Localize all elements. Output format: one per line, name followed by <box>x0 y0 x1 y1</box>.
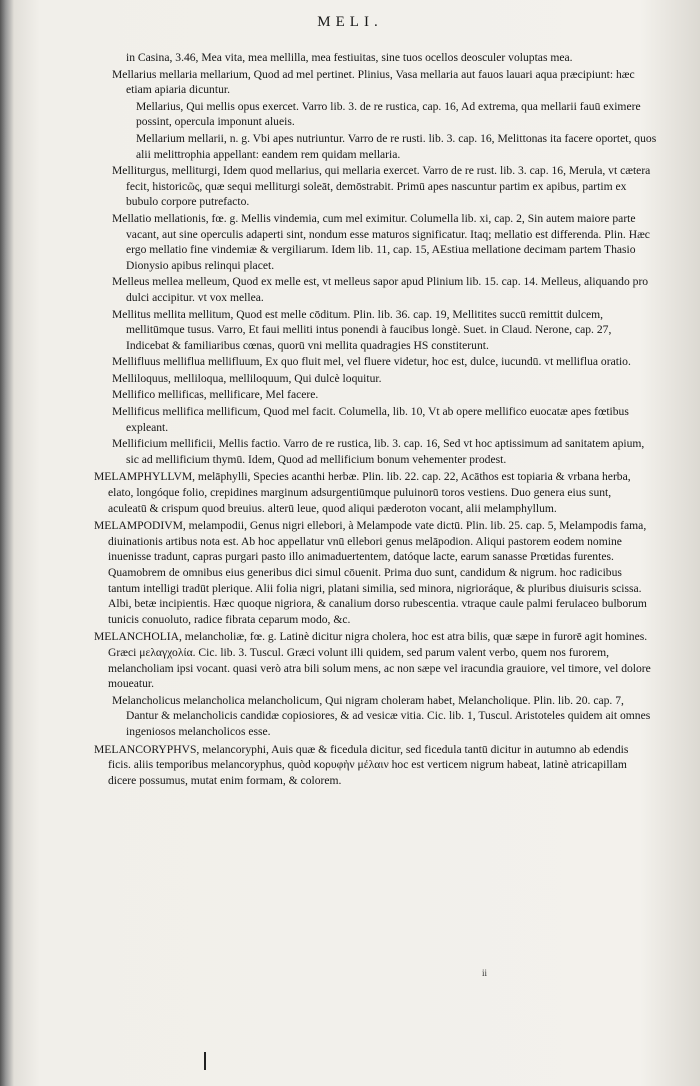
dictionary-entry: MELANCORYPHVS, melancoryphi, Auis quæ & ficedula dicitur, sed ficedula tantū dicitur in autumno ab edendis ficis. aliis temporibus melancoryphus, quòd κορυφὴν μέλαιν hoc est verticem nigrum habeat, latinè atricapillam dicere possumus, mutat enim formam, & colorem. <box>94 742 629 787</box>
dictionary-entry: Mellifico mellificas, mellificare, Mel facere. <box>112 388 319 402</box>
dictionary-entry: Mellifluus melliflua mellifluum, Ex quo fluit mel, vel fluere videtur, hoc est, dulce, iucundū. vt melliflua oratio. <box>112 355 631 369</box>
dictionary-text <box>94 50 657 789</box>
printer-mark <box>204 1052 206 1070</box>
dictionary-entry: Mellarius mellaria mellarium, Quod ad mel pertinet. Plinius, Vasa mellaria aut fauos lauari aqua præcipiunt: hæc etiam apiaria dicuntur. <box>112 67 635 97</box>
dictionary-entry: Mellificus mellifica mellificum, Quod mel facit. Columella, lib. 10, Vt ab opere mellifico euocatæ apes fœtibus expleant. <box>112 405 629 434</box>
dictionary-entry: Melliturgus, melliturgi, Idem quod mellarius, qui mellaria exercet. Varro de re rust. lib. 3. cap. 16, Merula, vt cætera fecit, historicῶς, quæ sequi melliturgi soleāt, demōstrabit. Primū apes nascuntur partim ex apibus, partim ex bubulo corpore putrefacto. <box>112 164 651 209</box>
dictionary-entry: Mellarium mellarii, n. g. Vbi apes nutriuntur. Varro de re rusti. lib. 3. cap. 16, Melittonas ita facere oportet, quos alii melittrophia appellant: eandem rem quidam mellaria. <box>136 131 657 161</box>
dictionary-entry: Mellarius, Qui mellis opus exercet. Varro lib. 3. de re rustica, cap. 16, Ad extrema, qua mellarii fauū eximere possint, opercula imponunt alueis. <box>136 99 641 129</box>
dictionary-entry: Mellitus mellita mellitum, Quod est melle cōditum. Plin. lib. 36. cap. 19, Mellitites succū remittit dulcem, mellitūmque tusus. Varro, Et faui melliti intus ponendi à faucibus longè. Suet. in Claud. Nerone, cap. 27, Indicebat & familiaribus cœnas, quorū vni mellita quadragies HS constiterunt. <box>112 307 612 352</box>
dictionary-entry: MELANCHOLIA, melancholiæ, fœ. g. Latinè dicitur nigra cholera, hoc est atra bilis, quæ sæpe in furorē agit homines. Græci μελαγχολία. Cic. lib. 3. Tuscul. Græci volunt illi quidem, sed parum valent verbo, quem nos furorem, melancholiam ipsi vocant. quasi verò atra bili solum mens, ac non sæpe vel iracundia grauiore, vel timore, vel dolore moueatur. <box>94 630 651 691</box>
page-gutter-shadow <box>0 0 14 1086</box>
dictionary-entry: Mellatio mellationis, fœ. g. Mellis vindemia, cum mel eximitur. Columella lib. xi, cap. 2, Sin autem maiore parte vacant, aut sine operculis adaperti sint, nondum esse maturos significatur. Itaq; mellatio est differenda. Plin. Hæc ergo mellatio fine vindemiæ & vergiliarum. Idem lib. 11, cap. 15, AEstiua mellatione decimam partem Thasio Dionysio apibus relinqui placet. <box>112 211 650 272</box>
dictionary-entry: Melleus mellea melleum, Quod ex melle est, vt melleus sapor apud Plinium lib. 15. cap. 14. Melleus, aliquando pro dulci accipitur. vt vox mellea. <box>112 275 649 304</box>
dictionary-entry: MELAMPHYLLVM, melāphylli, Species acanthi herbæ. Plin. lib. 22. cap. 22, Acāthos est topiaria & vrbana herba, elato, longóque folio, crepidines marginum adsurgentiūmque puluinorū toros vestiens. Duo genera eius sunt, aculeatū & crispum quod breuius. alterū leue, quod aliqui pæderoton vocant, alii melamphyllum. <box>94 470 631 515</box>
dictionary-entry: Mellificium mellificii, Mellis factio. Varro de re rustica, lib. 3. cap. 16, Sed vt hoc aptissimum ad sanitatem apium, sic ad mellificium thymū. Idem, Quod ad mellificium bonum vehementer prodest. <box>112 437 645 466</box>
dictionary-entry: Melancholicus melancholica melancholicum, Qui nigram choleram habet, Melancholique. Plin. lib. 20. cap. 7, Dantur & melancholicis candidæ copiosiores, & ad vesicæ vitia. Cic. lib. 1, Tuscul. Aristoteles quidem ait omnes ingeniosos melancholicos esse. <box>112 693 651 738</box>
dictionary-entry: MELAMPODIVM, melampodii, Genus nigri ellebori, à Melampode vate dictū. Plin. lib. 25. cap. 5, Melampodis fama, diuinationis artibus nota est. Ab hoc appellatur vnū ellebori genus melāpodion. Aliqui pastorem eodem nomine inuenisse tradunt, capras purgari pasto illo animaduertentem, datóque lacte, earum sanasse Prœtidas furentes. Quamobrem de omnibus eius generibus dici simul cōuenit. Prima duo sunt, candidum & nigrum. hoc radicibus tantum intelligi tradūt plerique. Alii folia nigri, platani similia, sed minora, nigrioráque, & pluribus diuisuris scissa. Albi, betæ incipientis. Hæc quoque nigriora, & canalium dorso rubescentia. vtraque caule palmi ferulaceo bulborum tunicis conuoluto, radice fibrata ceparum modo, &c. <box>94 519 647 626</box>
dictionary-entry: in Casina, 3.46, Mea vita, mea mellilla, mea festiuitas, sine tuos ocellos deosculer voluptas mea. <box>126 51 573 64</box>
dictionary-entry: Melliloquus, melliloqua, melliloquum, Qui dulcè loquitur. <box>112 371 382 385</box>
signature-mark: ii <box>482 968 488 978</box>
running-head: MELI. <box>317 14 383 30</box>
